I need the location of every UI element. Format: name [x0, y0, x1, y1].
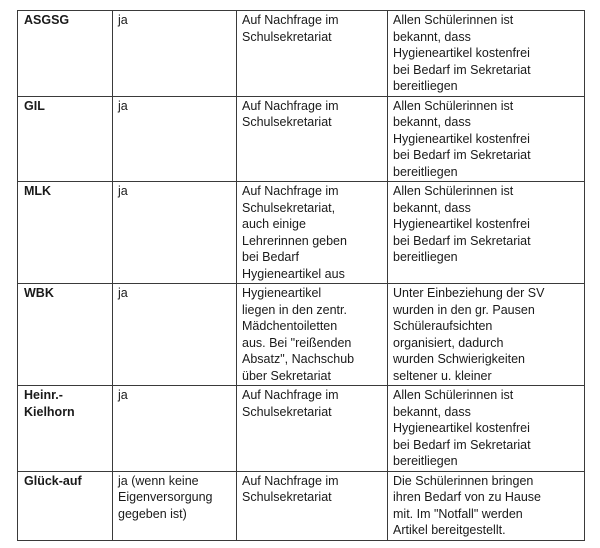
note-cell: Allen Schülerinnen ist bekannt, dass Hygieneartikel kostenfrei bei Bedarf im Sekretariat bereitliegen [388, 96, 585, 182]
distribution-cell: Auf Nachfrage im Schulsekretariat [237, 96, 388, 182]
availability-cell: ja [113, 11, 237, 97]
table-row [18, 182, 585, 284]
availability-cell: ja (wenn keine Eigenversorgung gegeben ist) [113, 471, 237, 540]
availability-cell: ja [113, 386, 237, 472]
school-name: GIL [18, 96, 113, 182]
table-row [18, 386, 585, 472]
school-name: MLK [18, 182, 113, 284]
note-cell: Unter Einbeziehung der SV wurden in den gr. Pausen Schüleraufsichten organisiert, dadurch wurden Schwierigkeiten seltener u. kleiner [388, 284, 585, 386]
hygiene-articles-table [17, 10, 585, 541]
school-name: Heinr.- Kielhorn [18, 386, 113, 472]
note-cell: Allen Schülerinnen ist bekannt, dass Hygieneartikel kostenfrei bei Bedarf im Sekretariat bereitliegen [388, 11, 585, 97]
distribution-cell: Auf Nachfrage im Schulsekretariat [237, 471, 388, 540]
school-name: ASGSG [18, 11, 113, 97]
note-cell: Die Schülerinnen bringen ihren Bedarf von zu Hause mit. Im "Notfall" werden Artikel bereitgestellt. [388, 471, 585, 540]
table-row [18, 11, 585, 97]
availability-cell: ja [113, 96, 237, 182]
table-row [18, 284, 585, 386]
distribution-cell: Hygieneartikel liegen in den zentr. Mädchentoiletten aus. Bei "reißenden Absatz", Nachschub über Sekretariat [237, 284, 388, 386]
distribution-cell: Auf Nachfrage im Schulsekretariat [237, 386, 388, 472]
table-row [18, 96, 585, 182]
note-cell: Allen Schülerinnen ist bekannt, dass Hygieneartikel kostenfrei bei Bedarf im Sekretariat bereitliegen [388, 182, 585, 284]
availability-cell: ja [113, 182, 237, 284]
distribution-cell: Auf Nachfrage im Schulsekretariat, auch einige Lehrerinnen geben bei Bedarf Hygieneartikel aus [237, 182, 388, 284]
availability-cell: ja [113, 284, 237, 386]
table-row [18, 471, 585, 540]
school-name: Glück-auf [18, 471, 113, 540]
school-name: WBK [18, 284, 113, 386]
distribution-cell: Auf Nachfrage im Schulsekretariat [237, 11, 388, 97]
note-cell: Allen Schülerinnen ist bekannt, dass Hygieneartikel kostenfrei bei Bedarf im Sekretariat bereitliegen [388, 386, 585, 472]
